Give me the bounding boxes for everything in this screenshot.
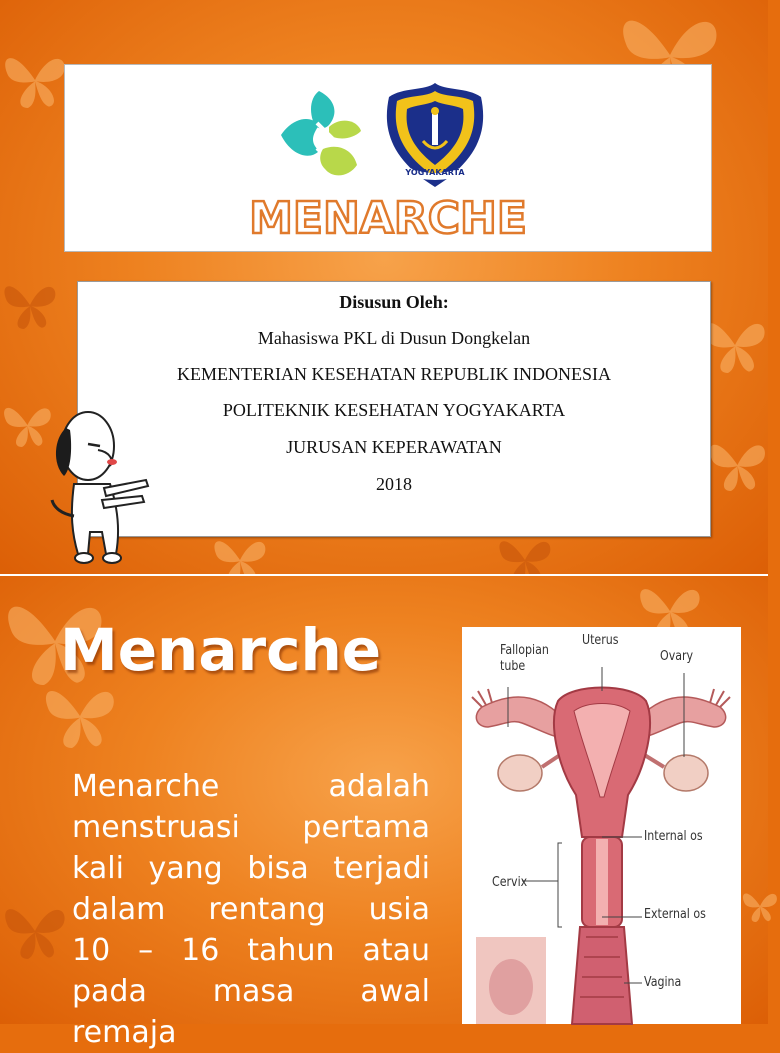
uterus-anatomy-drawing [462,627,741,1024]
author-info-box [77,281,711,537]
diagram-label-fallopian-tube: Fallopian tube [500,643,549,674]
info-heading: Disusun Oleh: [339,292,449,312]
diagram-label-vagina: Vagina [644,975,682,990]
butterfly-decoration-icon [40,676,120,756]
definition-line: 10 – 16 tahun atau [72,933,430,968]
poltekkes-logo-city-text: YOGYAKARTA [405,168,465,177]
info-line-year: 2018 [376,474,412,494]
info-line-ministry: KEMENTERIAN KESEHATAN REPUBLIK INDONESIA [176,364,612,384]
info-line-polytechnic: POLITEKNIK KESEHATAN YOGYAKARTA [222,400,566,420]
butterfly-decoration-icon [0,876,70,986]
definition-line: pada masa awal [72,974,430,1009]
diagram-label-uterus: Uterus [582,633,619,648]
uterus-anatomy-diagram [462,627,741,1024]
diagram-label-internal-os: Internal os [644,829,703,844]
butterfly-decoration-icon [705,420,770,510]
title-box [64,64,712,252]
definition-text [72,766,430,1053]
diagram-label-external-os: External os [644,907,706,922]
definition-line: dalam rentang usia [72,892,430,927]
butterfly-decoration-icon [0,40,70,120]
definition-line: kali yang bisa terjadi [72,851,430,886]
diagram-label-cervix: Cervix [492,875,528,890]
info-line-students: Mahasiswa PKL di Dusun Dongkelan [257,328,531,348]
kemenkes-logo-icon [273,87,365,185]
diagram-label-ovary: Ovary [660,649,694,664]
slide-heading: Menarche [60,616,382,684]
definition-line: Menarche adalah [72,769,430,804]
butterfly-decoration-icon [0,250,60,360]
definition-line: remaja [72,1015,177,1050]
main-title: MENARCHE [249,193,527,244]
cartoon-dog-illustration [44,404,156,574]
butterfly-decoration-icon [740,866,780,946]
info-line-department: JURUSAN KEPERAWATAN [286,437,502,457]
poltekkes-logo-icon [383,81,487,189]
definition-line: menstruasi pertama [72,810,430,845]
